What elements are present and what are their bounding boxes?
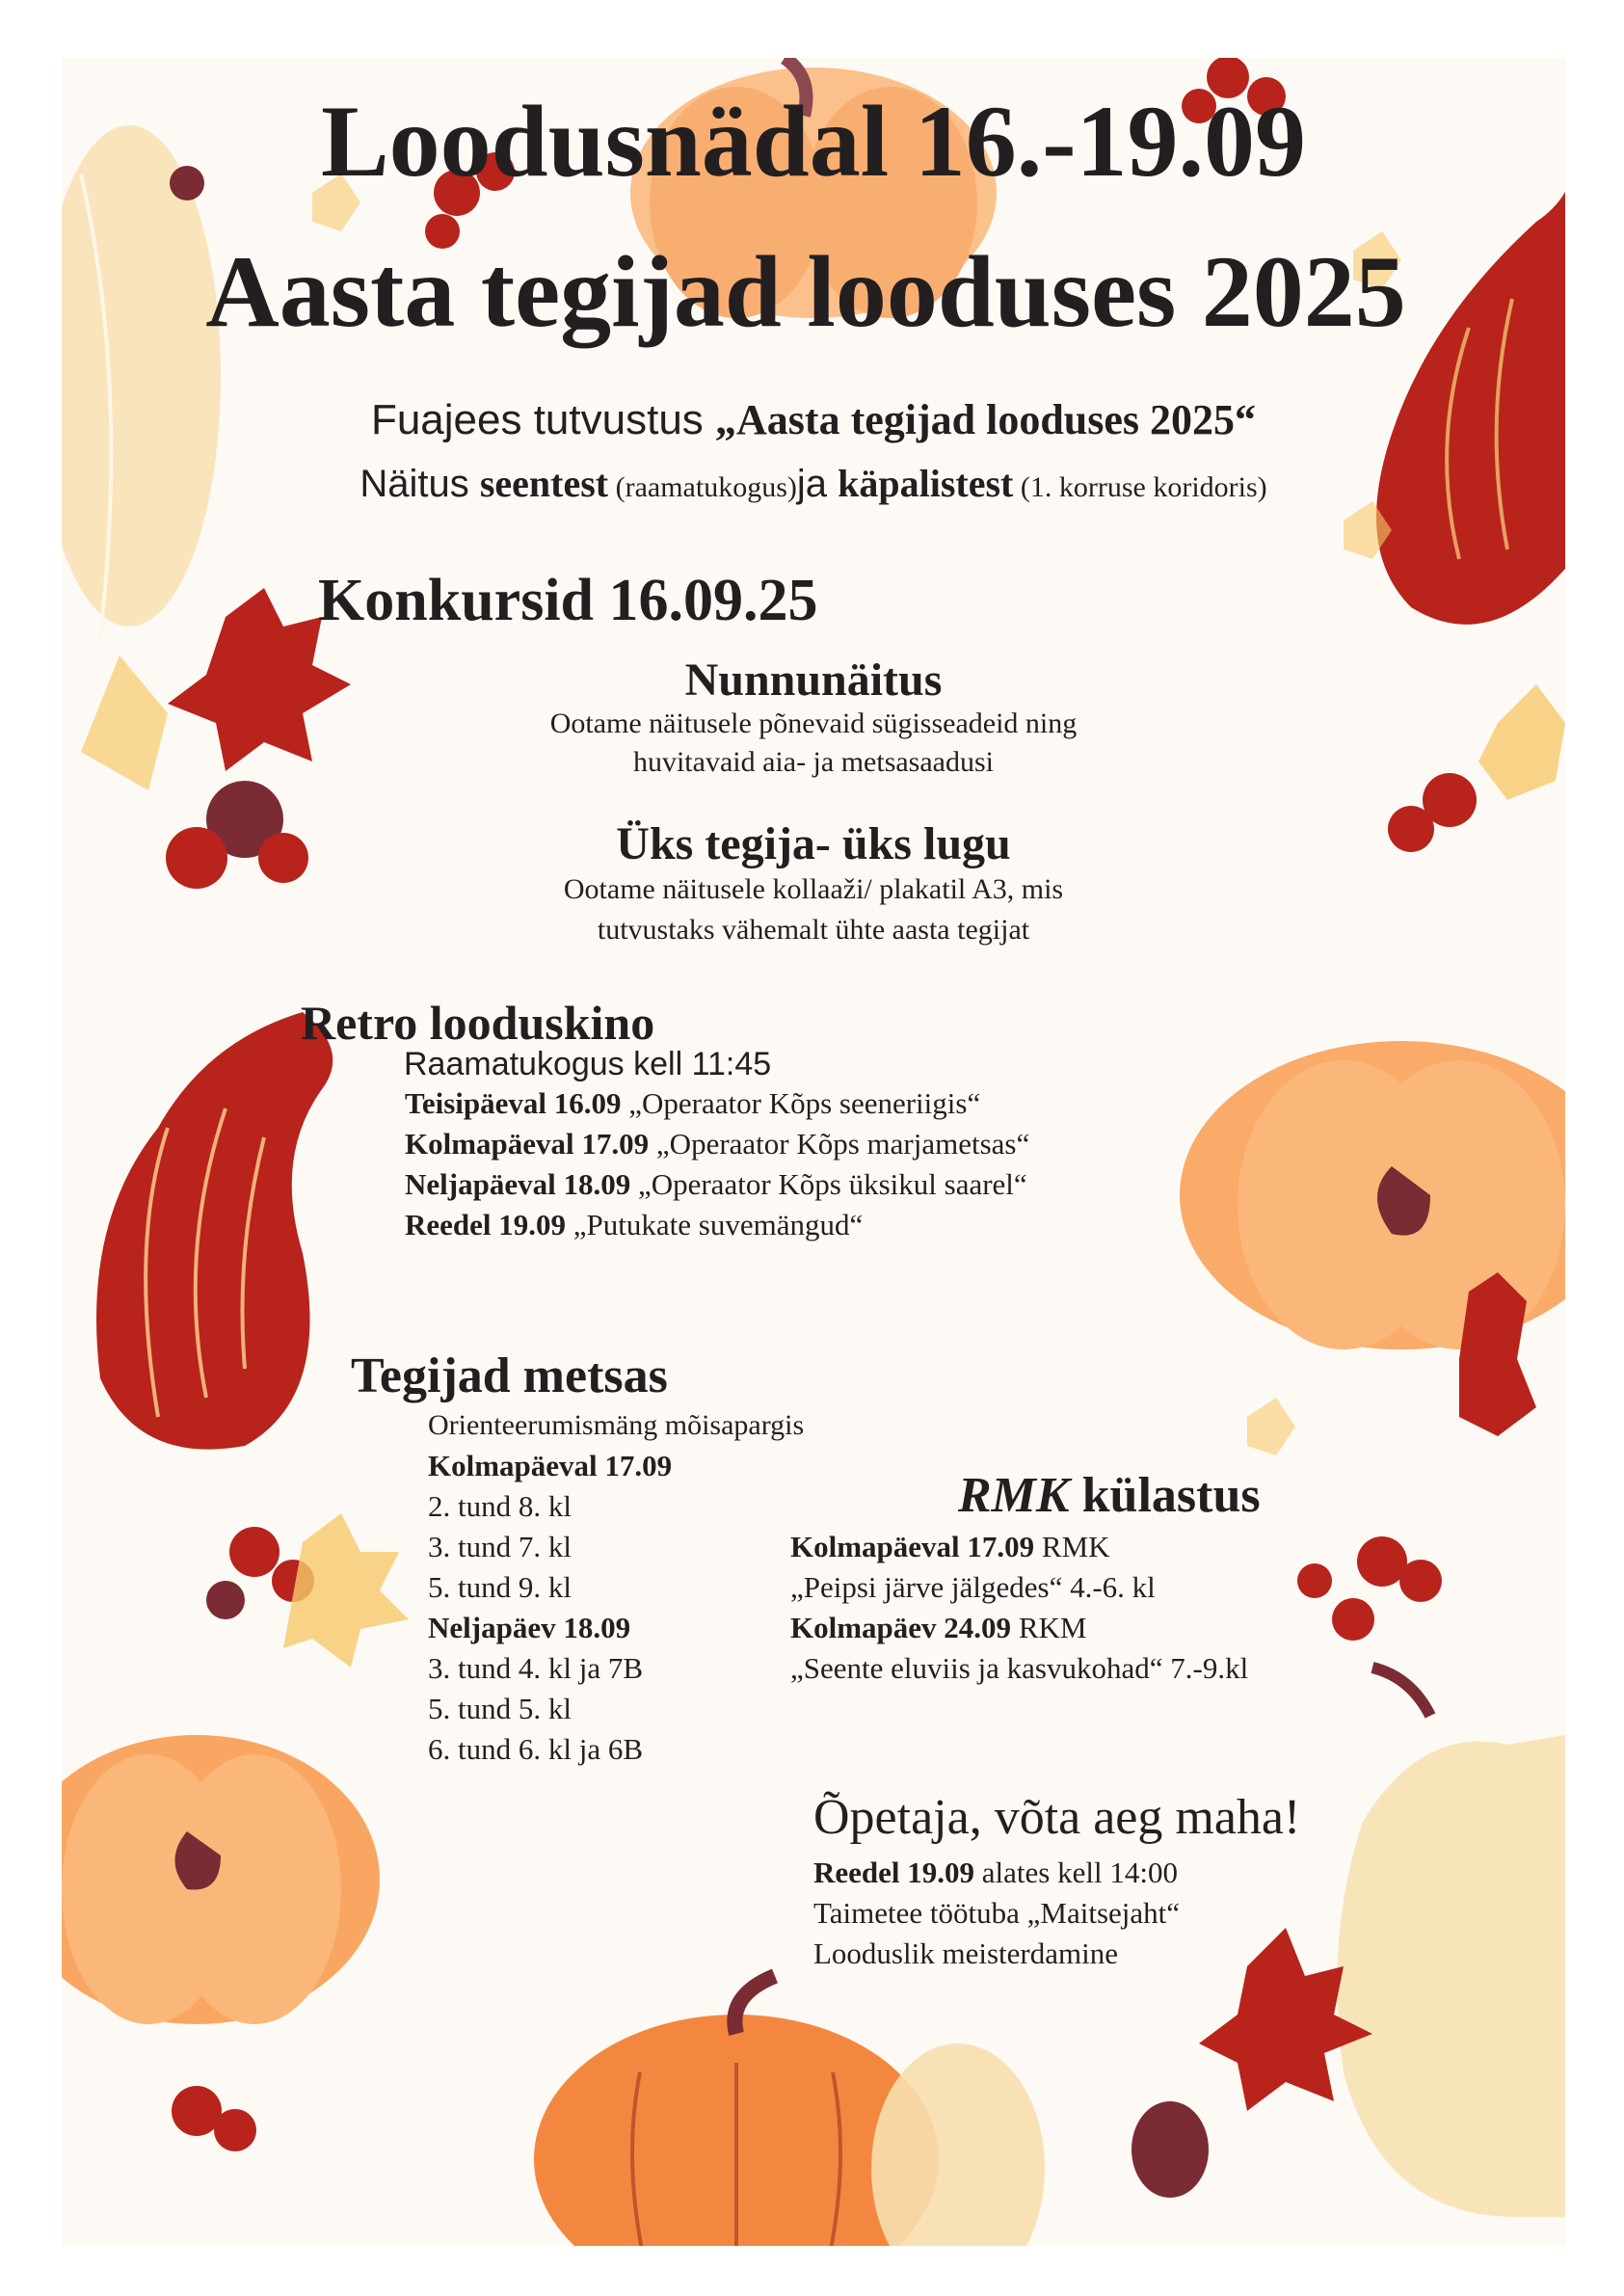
poster — [62, 58, 1565, 2246]
left-leaves-decoration — [81, 588, 351, 889]
tegijad-metsas-slot: 5. tund 5. kl — [428, 1692, 572, 1725]
naitus-kapalised: käpalistest — [838, 462, 1014, 505]
tegijad-metsas-subtitle: Orienteerumismäng mõisapargis — [428, 1409, 805, 1441]
rmk-line-4: „Seente eluviis ja kasvukohad“ 7.-9.kl — [790, 1651, 1249, 1685]
retro-item-film: „Putukate suvemängud“ — [566, 1208, 864, 1241]
naitus-seened: seentest — [479, 462, 609, 505]
left-gourd-decoration — [96, 1012, 333, 1450]
nunnunaitus-text-line-1: Ootame näitusele põnevaid sügisseadeid ning — [549, 707, 1078, 739]
tegijad-metsas-day-2: Neljapäev 18.09 — [428, 1611, 631, 1644]
bottom-right-gourd-decoration — [1131, 1668, 1565, 2217]
opetaja-line-1 — [813, 1853, 1178, 1893]
tegijad-metsas-day-1: Kolmapäeval 17.09 — [428, 1449, 673, 1482]
nunnunaitus-text-line-2: huvitavaid aia- ja metsasaadusi — [632, 746, 995, 778]
naitus-kapalised-location: (1. korruse koridoris) — [1013, 471, 1267, 503]
retro-item — [405, 1205, 863, 1245]
naitus-ja: ja — [796, 463, 839, 505]
rmk-line-1-rest: RMK — [1034, 1530, 1110, 1563]
tegijad-metsas-slot: 5. tund 9. kl — [428, 1570, 572, 1604]
retro-item — [405, 1124, 1029, 1164]
naitus-seened-location: (raamatukogus) — [608, 471, 797, 503]
uks-tegija-text-line-1: Ootame näitusele kollaaži/ plakatil A3, mis — [563, 873, 1064, 905]
rmk-line-1 — [790, 1527, 1110, 1567]
opetaja-heading: Õpetaja, võta aeg maha! — [813, 1790, 1301, 1845]
retro-item-film: „Operaator Kõps seeneriigis“ — [621, 1086, 981, 1120]
rmk-line-3-rest: RKM — [1011, 1611, 1087, 1644]
tegijad-metsas-slot: 6. tund 6. kl ja 6B — [428, 1732, 644, 1766]
fuajee-prefix: Fuajees tutvustus — [370, 396, 716, 443]
tegijad-metsas-slot: 3. tund 7. kl — [428, 1530, 572, 1563]
opetaja-line-1-rest: alates kell 14:00 — [974, 1855, 1178, 1889]
top-left-gourd-decoration — [62, 125, 221, 636]
retro-item-day: Kolmapäeval 17.09 — [405, 1127, 650, 1161]
tegijad-metsas-slot: 3. tund 4. kl ja 7B — [428, 1651, 644, 1685]
rmk-heading — [958, 1467, 1261, 1524]
opetaja-line-2: Taimetee töötuba „Maitsejaht“ — [813, 1896, 1181, 1930]
retro-item — [405, 1164, 1027, 1205]
bottom-left-pumpkin-decoration — [62, 1735, 380, 2024]
naitus-prefix: Näitus — [359, 463, 480, 505]
fuajee-line — [62, 395, 1565, 444]
retro-item-day: Reedel 19.09 — [405, 1208, 567, 1241]
rmk-heading-rest: külastus — [1069, 1468, 1261, 1523]
fuajee-exhibit-name: „Aasta tegijad looduses 2025“ — [715, 396, 1257, 443]
retro-item — [405, 1083, 980, 1124]
retro-heading: Retro looduskino — [301, 996, 655, 1050]
tegijad-metsas-slot: 2. tund 8. kl — [428, 1489, 572, 1523]
retro-item-film: „Operaator Kõps üksikul saarel“ — [630, 1167, 1027, 1201]
opetaja-line-1-day: Reedel 19.09 — [813, 1855, 975, 1889]
uks-tegija-heading: Üks tegija- üks lugu — [616, 818, 1011, 869]
uks-tegija-text-line-2: tutvustaks vähemalt ühte aasta tegijat — [597, 914, 1030, 946]
tegijad-metsas-heading: Tegijad metsas — [351, 1348, 668, 1403]
retro-item-day: Teisipäeval 16.09 — [405, 1086, 622, 1120]
page-title-line-1: Loodusnädal 16.-19.09 — [320, 85, 1306, 198]
nunnunaitus-heading: Nunnunäitus — [684, 654, 943, 706]
rmk-line-3 — [790, 1608, 1086, 1648]
bottom-center-pumpkin-decoration — [534, 1976, 1045, 2246]
rmk-line-3-day: Kolmapäev 24.09 — [790, 1611, 1012, 1644]
opetaja-line-3: Looduslik meisterdamine — [813, 1936, 1118, 1970]
naitus-line — [62, 461, 1565, 506]
rmk-heading-italic: RMK — [958, 1468, 1070, 1523]
retro-subtitle: Raamatukogus kell 11:45 — [404, 1046, 772, 1082]
rmk-line-1-day: Kolmapäeval 17.09 — [790, 1530, 1035, 1563]
page-title-line-2: Aasta tegijad looduses 2025 — [205, 235, 1406, 348]
retro-item-day: Neljapäeval 18.09 — [405, 1167, 631, 1201]
konkursid-heading: Konkursid 16.09.25 — [318, 568, 818, 633]
retro-item-film: „Operaator Kõps marjametsas“ — [649, 1127, 1030, 1161]
rmk-line-2: „Peipsi järve jälgedes“ 4.-6. kl — [790, 1570, 1156, 1604]
